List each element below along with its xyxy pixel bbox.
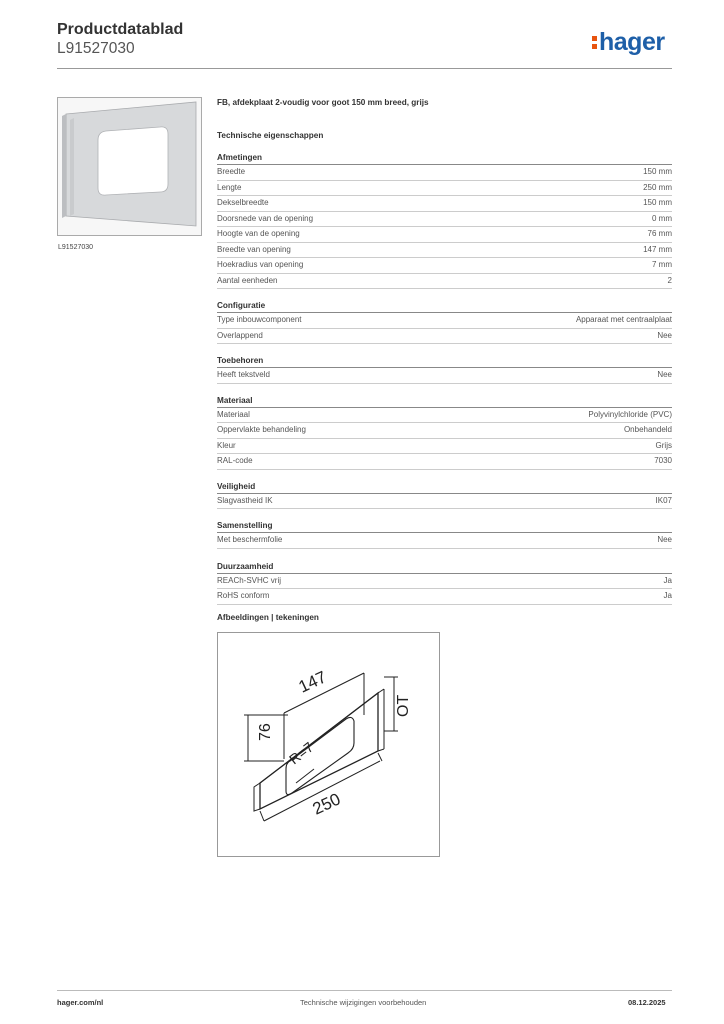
spec-row bbox=[217, 181, 672, 197]
spec-value: 150 mm bbox=[643, 198, 672, 207]
spec-value: Nee bbox=[657, 370, 672, 379]
spec-value: 147 mm bbox=[643, 244, 672, 254]
section-title: Materiaal bbox=[217, 393, 672, 408]
spec-label: Breedte bbox=[217, 167, 246, 176]
spec-row bbox=[217, 258, 672, 274]
section-title: Samenstelling bbox=[217, 518, 672, 533]
dim-length-label: 250 bbox=[309, 789, 344, 819]
spec-section bbox=[217, 518, 672, 549]
spec-section bbox=[217, 559, 672, 605]
spec-value: 7 mm bbox=[652, 260, 672, 269]
footer-date: 08.12.2025 bbox=[628, 998, 666, 1007]
spec-label: Breedte van opening bbox=[217, 244, 291, 254]
spec-row bbox=[217, 423, 672, 439]
spec-value: Ja bbox=[663, 575, 672, 585]
section-title: Configuratie bbox=[217, 298, 672, 313]
dim-height-label: 76 bbox=[257, 723, 274, 741]
spec-content bbox=[217, 97, 672, 605]
cover-plate-illustration bbox=[58, 98, 201, 235]
spec-label: RoHS conform bbox=[217, 591, 270, 600]
section-title: Duurzaamheid bbox=[217, 559, 672, 574]
header-divider bbox=[57, 68, 672, 69]
spec-row bbox=[217, 243, 672, 259]
spec-label: Lengte bbox=[217, 182, 242, 192]
spec-value: 150 mm bbox=[643, 167, 672, 176]
spec-label: Hoekradius van opening bbox=[217, 260, 304, 269]
spec-row bbox=[217, 408, 672, 424]
spec-value: Nee bbox=[657, 330, 672, 340]
spec-label: Hoogte van de opening bbox=[217, 229, 300, 238]
spec-value: Polyvinylchloride (PVC) bbox=[588, 409, 672, 419]
spec-row bbox=[217, 313, 672, 329]
footer-site-link[interactable]: hager.com/nl bbox=[57, 998, 104, 1007]
spec-label: Dekselbreedte bbox=[217, 198, 269, 207]
dimension-drawing bbox=[218, 633, 439, 856]
spec-value: 76 mm bbox=[647, 229, 672, 238]
spec-label: Type inbouwcomponent bbox=[217, 315, 302, 324]
spec-section bbox=[217, 393, 672, 470]
spec-label: Doorsnede van de opening bbox=[217, 213, 314, 223]
product-description: FB, afdekplaat 2-voudig voor goot 150 mm breed, grijs bbox=[217, 98, 429, 107]
footer-divider bbox=[57, 990, 672, 991]
spec-section bbox=[217, 353, 672, 384]
spec-section bbox=[217, 298, 672, 344]
section-title: Afmetingen bbox=[217, 150, 672, 165]
spec-label: RAL-code bbox=[217, 456, 253, 465]
logo-text: hager bbox=[599, 28, 665, 56]
product-image bbox=[57, 97, 202, 236]
spec-label: Aantal eenheden bbox=[217, 275, 278, 285]
hager-logo bbox=[592, 27, 665, 57]
spec-sections bbox=[217, 150, 672, 605]
spec-value: 2 bbox=[667, 275, 672, 285]
spec-section bbox=[217, 150, 672, 289]
spec-value: Apparaat met centraalplaat bbox=[575, 315, 672, 324]
spec-label: Overlappend bbox=[217, 330, 263, 340]
dim-radius-label: R=7 bbox=[285, 738, 317, 768]
spec-row bbox=[217, 439, 672, 455]
spec-label: Heeft tekstveld bbox=[217, 370, 270, 379]
spec-label: REACh-SVHC vrij bbox=[217, 575, 282, 585]
spec-row bbox=[217, 196, 672, 212]
spec-label: Kleur bbox=[217, 440, 236, 450]
spec-row bbox=[217, 533, 672, 549]
section-title: Toebehoren bbox=[217, 353, 672, 368]
spec-label: Materiaal bbox=[217, 409, 250, 419]
image-caption: L91527030 bbox=[58, 244, 94, 251]
spec-label: Slagvastheid IK bbox=[217, 495, 273, 505]
logo-dots-icon bbox=[592, 33, 597, 51]
spec-row bbox=[217, 212, 672, 228]
spec-row bbox=[217, 494, 672, 510]
spec-value: Onbehandeld bbox=[623, 425, 672, 434]
spec-value: Grijs bbox=[655, 440, 672, 450]
spec-value: IK07 bbox=[655, 495, 672, 505]
dim-width-label: 147 bbox=[295, 667, 330, 697]
spec-row bbox=[217, 329, 672, 345]
spec-row bbox=[217, 454, 672, 470]
spec-value: 7030 bbox=[654, 456, 672, 465]
section-title: Veiligheid bbox=[217, 479, 672, 494]
spec-value: Ja bbox=[663, 591, 672, 600]
dim-ot-label: OT bbox=[395, 694, 412, 717]
footer-note: Technische wijzigingen voorbehouden bbox=[300, 998, 427, 1007]
technical-drawing bbox=[217, 632, 440, 857]
spec-value: Nee bbox=[657, 535, 672, 544]
product-code: L91527030 bbox=[57, 40, 135, 57]
spec-row bbox=[217, 589, 672, 605]
spec-row bbox=[217, 274, 672, 290]
spec-row bbox=[217, 227, 672, 243]
drawings-title: Afbeeldingen | tekeningen bbox=[217, 613, 319, 622]
tech-properties-title: Technische eigenschappen bbox=[217, 131, 324, 140]
spec-value: 0 mm bbox=[652, 213, 672, 223]
spec-label: Oppervlakte behandeling bbox=[217, 425, 306, 434]
spec-value: 250 mm bbox=[643, 182, 672, 192]
spec-row bbox=[217, 368, 672, 384]
spec-row bbox=[217, 574, 672, 590]
spec-label: Met beschermfolie bbox=[217, 535, 283, 544]
page-title: Productdatablad bbox=[57, 21, 184, 38]
spec-row bbox=[217, 165, 672, 181]
spec-section bbox=[217, 479, 672, 510]
